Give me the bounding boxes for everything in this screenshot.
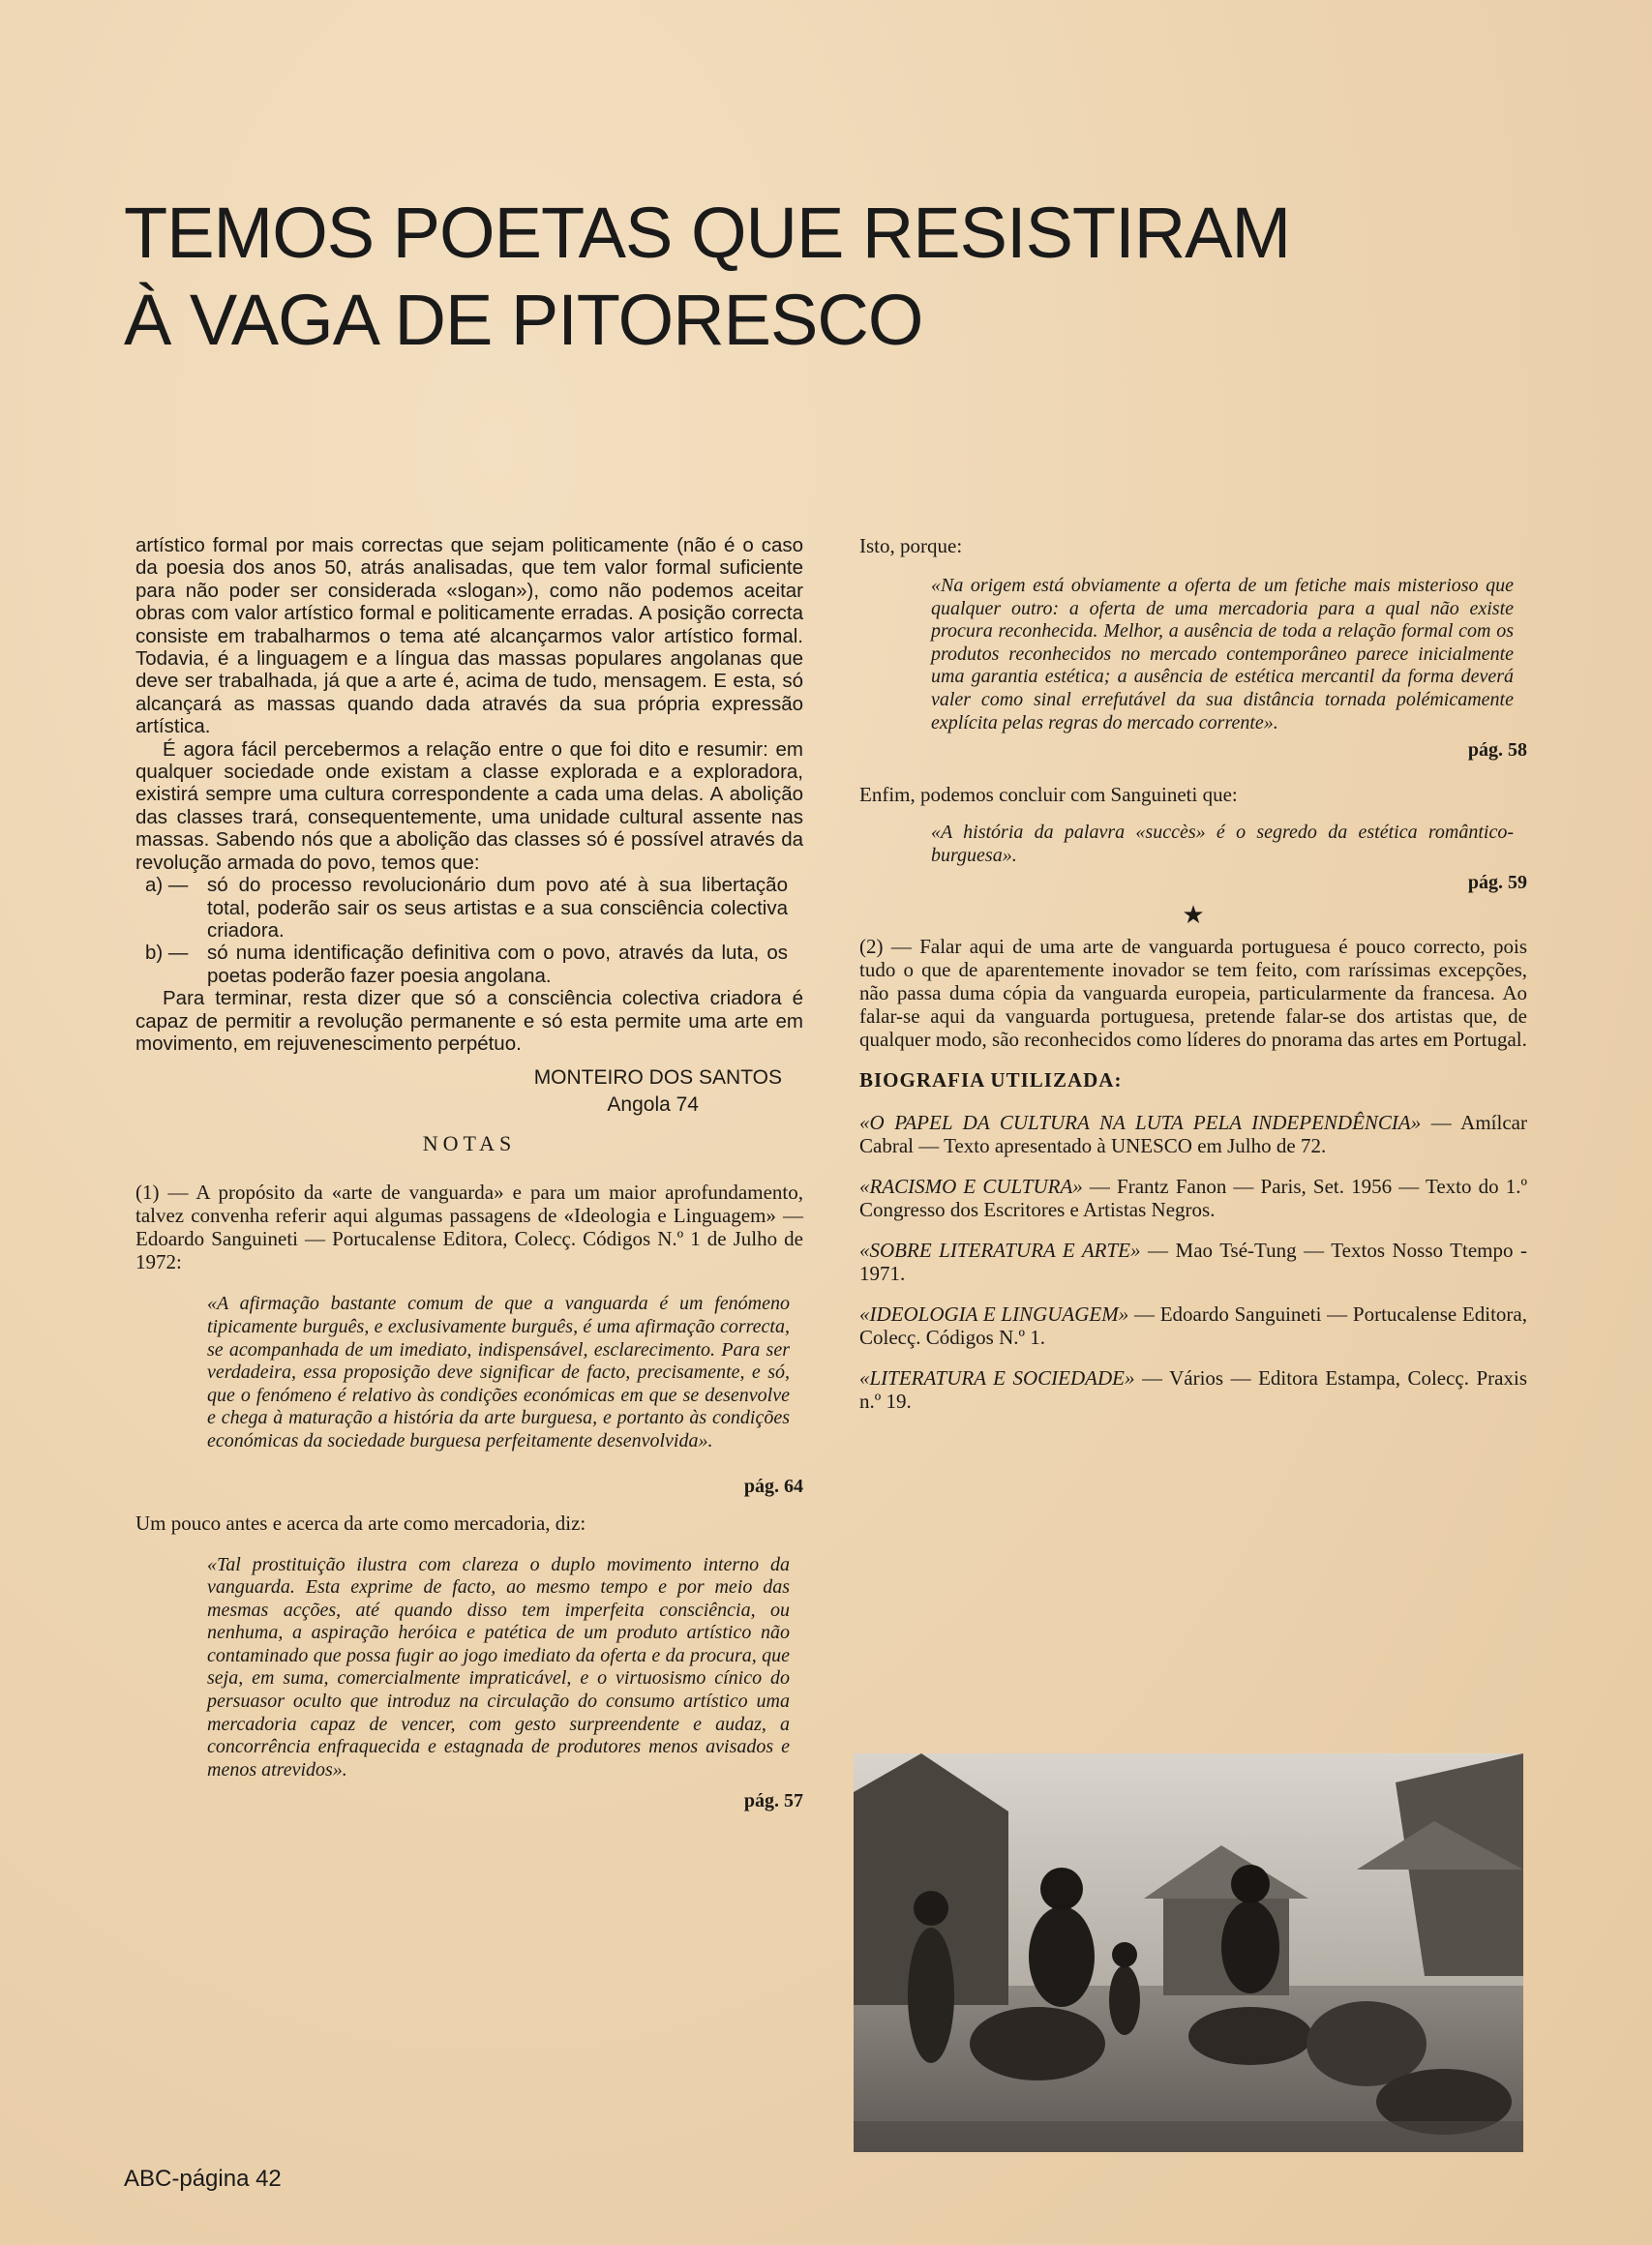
bibliography-item <box>859 1302 1527 1349</box>
page-reference: pág. 59 <box>1467 872 1527 894</box>
bibliography-detail: — Edoardo Sanguineti — Portucalense Editora, Colecç. Códigos N.º 1. <box>859 1302 1527 1350</box>
page-reference: pág. 58 <box>1467 739 1527 762</box>
bibliography-detail: — Vários — Editora Estampa, Colecç. Praxis n.º 19. <box>859 1366 1527 1414</box>
quote-block: «A afirmação bastante comum de que a vanguarda é um fenómeno tipicamente burguês, e exclusivamente burguês, é uma afirmação correcta, se acompanhada de um imediato, indispensável, esclarecimento. Para ser verdadeira, essa proposição deve significar de facto, precisamente, e só, que o fenómeno é relativo às condições económicas em que se desenvolve e chega à maturação a história da arte burguesa, e portanto às condições económicas da sociedade burguesa perfeitamente desenvolvida». <box>207 1293 790 1452</box>
quote-block: «A história da palavra «succès» é o segredo da estética romântico-burguesa». <box>931 822 1514 866</box>
list-marker: b) — <box>145 942 189 965</box>
list-text: só numa identificação definitiva com o povo, através da luta, os poetas poderão fazer poesia angolana. <box>207 942 788 987</box>
title-line-2: À VAGA DE PITORESCO <box>124 280 923 360</box>
bibliography-item <box>859 1239 1527 1285</box>
page-reference: pág. 64 <box>743 1475 803 1497</box>
note-paragraph: (2) — Falar aqui de uma arte de vanguarda portuguesa é pouco correcto, pois tudo o que de aparentemente inovador se tem feito, com raríssimas excepções, não passa duma cópia da vanguarda europeia, particularmente da francesa. Ao falar-se aqui da vanguarda portuguesa, pretende falar-se dos artistas que, de qualquer modo, são reconhecidos como líderes do pnorama das artes em Portugal. <box>859 935 1527 1052</box>
note-paragraph: Isto, porque: <box>859 534 963 557</box>
bibliography-title: «O PAPEL DA CULTURA NA LUTA PELA INDEPENDÊNCIA» <box>859 1111 1422 1135</box>
bibliography-title: «SOBRE LITERATURA E ARTE» <box>859 1239 1141 1263</box>
village-photo <box>854 1753 1523 2152</box>
list-item <box>135 874 803 942</box>
bibliography-item <box>859 1175 1527 1221</box>
bibliography-title: «LITERATURA E SOCIEDADE» <box>859 1366 1135 1391</box>
star-icon: ★ <box>1182 901 1205 930</box>
author-signature: MONTEIRO DOS SANTOS <box>533 1066 782 1090</box>
notes-heading: NOTAS <box>422 1131 517 1156</box>
quote-block: «Tal prostituição ilustra com clareza o duplo movimento interno da vanguarda. Esta exprime de facto, ao mesmo tempo e por meio das mesmas acções, até quando disso tem imperfeita consciência, ou nenhuma, a aspiração heróica e patética de um produto artístico não contaminado que possa fugir ao jogo imediato da oferta e da procura, que seja, em suma, comercialmente impraticável, e o virtuosismo cínico do persuasor oculto que introduz na circulação do consumo artístico uma mercadoria capaz de vencer, com gesto surpreendente e audaz, a concorrência enfraquecida e estagnada de produtores menos avisados e menos atrevidos». <box>207 1553 790 1781</box>
list-marker: a) — <box>145 874 189 897</box>
bibliography-detail: — Mao Tsé-Tung — Textos Nosso Ttempo - 1971. <box>859 1239 1527 1286</box>
body-paragraph: É agora fácil percebermos a relação entre o que foi dito e resumir: em qualquer sociedade onde existam a classe explorada e a exploradora, existirá sempre uma cultura correspondente a cada uma delas. A abolição das classes trará, consequentemente, uma unidade cultural assente nas massas. Sabendo nós que a abolição das classes só é possível através da revolução armada do povo, temos que: <box>135 737 803 874</box>
author-place: Angola 74 <box>607 1093 699 1117</box>
body-paragraph: Para terminar, resta dizer que só a consciência colectiva criadora é capaz de permitir a revolução permanente e só esta permite uma arte em movimento, em rejuvenescimento perpétuo. <box>135 987 803 1055</box>
quote-block: «Na origem está obviamente a oferta de um fetiche mais misterioso que qualquer outro: a oferta de uma mercadoria para a qual não existe procura reconhecida. Melhor, a ausência de toda a relação formal com os produtos reconhecidos no mercado contemporâneo parece inicialmente uma garantia estética; a ausência de estética mercantil da forma deverá valer como sinal errefutável da sua distância tornada polémicamente explícita pelas regras do mercado corrente». <box>931 575 1514 733</box>
page-footer: ABC-página 42 <box>124 2166 282 2192</box>
bibliography-detail: — Frantz Fanon — Paris, Set. 1956 — Texto do 1.º Congresso dos Escritores e Artistas Negros. <box>859 1175 1527 1222</box>
page-reference: pág. 57 <box>743 1790 803 1812</box>
note-paragraph: (1) — A propósito da «arte de vanguarda» e para um maior aprofundamento, talvez convenha referir aqui algumas passagens de «Ideologia e Linguagem» — Edoardo Sanguineti — Portucalense Editora, Colecç. Códigos N.º 1 de Julho de 1972: <box>135 1181 803 1274</box>
note-paragraph: Um pouco antes e acerca da arte como mercadoria, diz: <box>135 1511 586 1535</box>
left-column <box>135 534 803 1812</box>
bibliography-title: «RACISMO E CULTURA» <box>859 1175 1083 1199</box>
list-item <box>135 942 803 987</box>
bibliography-title: «IDEOLOGIA E LINGUAGEM» <box>859 1302 1129 1327</box>
article-title <box>124 190 1537 364</box>
body-paragraph: artístico formal por mais correctas que sejam politicamente (não é o caso da poesia dos anos 50, atrás analisadas, que tem valor formal suficiente para não poder ser considerada «slogan»), como não podemos aceitar obras com valor artístico formal e politicamente erradas. A posição correcta consiste em trabalharmos o tema até alcançarmos valor artístico formal. Todavia, é a linguagem e a língua das massas populares angolanas que deve ser trabalhada, já que a arte é, acima de tudo, mensagem. E esta, só alcançará as massas quando dada através da sua própria expressão artística. <box>135 534 803 738</box>
bibliography-heading: BIOGRAFIA UTILIZADA: <box>859 1068 1123 1093</box>
bibliography-item <box>859 1111 1527 1157</box>
note-paragraph: Enfim, podemos concluir com Sanguineti que: <box>859 783 1238 807</box>
bibliography-detail: — Amílcar Cabral — Texto apresentado à UNESCO em Julho de 72. <box>859 1111 1527 1158</box>
right-column <box>859 534 1527 1413</box>
bibliography-list <box>859 1111 1527 1413</box>
list-text: só do processo revolucionário dum povo até à sua libertação total, poderão sair os seus artistas e a sua consciência colectiva criadora. <box>207 874 788 942</box>
photo-illustration <box>854 1753 1523 2152</box>
title-line-1: TEMOS POETAS QUE RESISTIRAM <box>124 193 1291 273</box>
bibliography-item <box>859 1366 1527 1413</box>
